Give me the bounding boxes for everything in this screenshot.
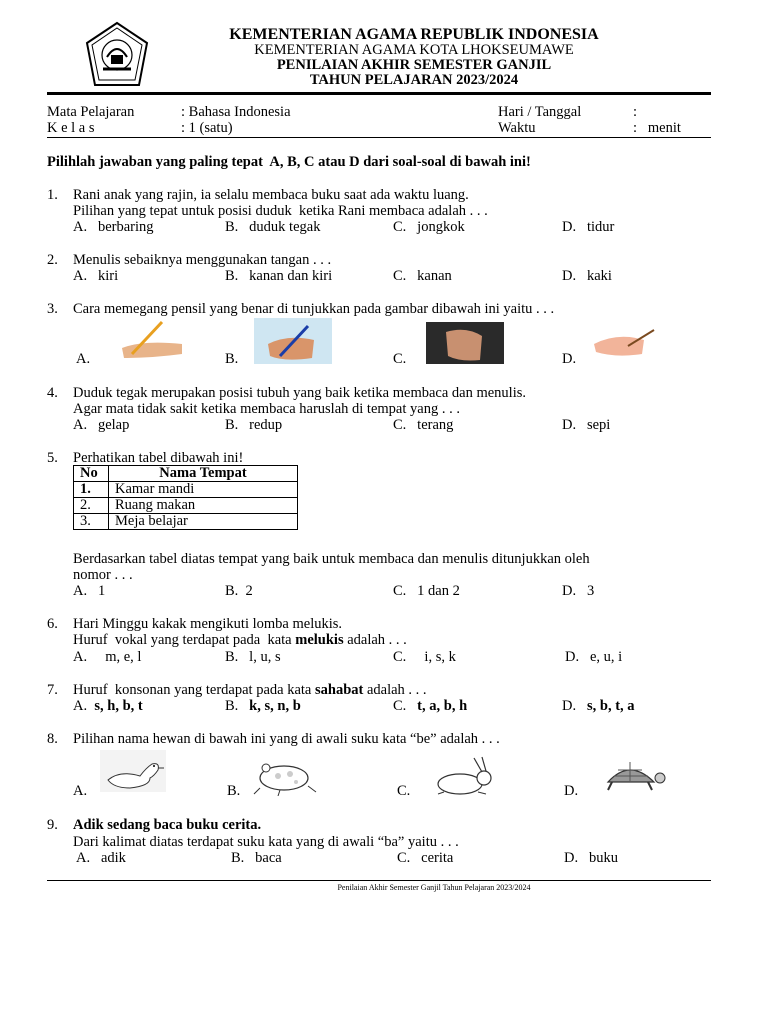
table-cell-no: 1.	[74, 482, 109, 498]
footer-text: Penilaian Akhir Semester Ganjil Tahun Pelajaran 2023/2024	[337, 883, 531, 892]
q2-option-a: A. kiri	[73, 268, 119, 284]
q7-keyword: sahabat	[314, 682, 364, 698]
table-cell-no: 2.	[74, 498, 109, 514]
instruction: Pilihlah jawaban yang paling tepat A, B, C atau D dari soal-soal di bawah ini!	[47, 154, 531, 170]
q8-number: 8.	[47, 731, 58, 747]
duck-image	[100, 750, 166, 792]
q4-line1: Duduk tegak merupakan posisi tubuh yang baik ketika membaca dan menulis.	[73, 385, 527, 401]
table-cell-place: Ruang makan	[109, 498, 298, 514]
class-label: K e l a s	[47, 120, 95, 136]
q1-option-c: C. jongkok	[393, 219, 465, 235]
q6-number: 6.	[47, 616, 58, 632]
frog-image	[250, 756, 320, 796]
q3-line1: Cara memegang pensil yang benar di tunjukkan pada gambar dibawah ini yaitu . . .	[73, 301, 555, 317]
hand-pencil-image-c	[426, 322, 504, 364]
q7-option-a-label: A.	[73, 698, 88, 714]
q7-option-b-text: k, s, n, b	[249, 698, 301, 714]
class-value: : 1 (satu)	[181, 120, 233, 136]
q6-option-d: D. e, u, i	[565, 649, 623, 665]
q7-option-c-text: t, a, b, h	[417, 698, 468, 714]
turtle-image	[596, 756, 672, 796]
q5-line2: Berdasarkan tabel diatas tempat yang baik untuk membaca dan menulis ditunjukkan oleh	[73, 551, 590, 567]
q2-option-d: D. kaki	[562, 268, 612, 284]
q9-option-d: D. buku	[564, 850, 618, 866]
q7-line1	[73, 682, 427, 699]
q6-option-b: B. l, u, s	[225, 649, 281, 665]
q1-option-d: D. tidur	[562, 219, 615, 235]
q7-option-a	[73, 698, 143, 715]
footer-divider	[47, 880, 711, 881]
q7-option-b	[225, 698, 301, 715]
q6-option-a: A. m, e, l	[73, 649, 142, 665]
q9-number: 9.	[47, 817, 58, 833]
table-row	[74, 498, 298, 514]
q5-option-c: C. 1 dan 2	[393, 583, 460, 599]
table-header-place: Nama Tempat	[109, 466, 298, 482]
q6-line2	[73, 632, 407, 649]
hand-pencil-image-b	[254, 318, 332, 364]
q9-option-a: A. adik	[76, 850, 126, 866]
q6-keyword: melukis	[295, 632, 344, 648]
q3-number: 3.	[47, 301, 58, 317]
q7-option-d-label: D.	[562, 698, 577, 714]
q2-option-b: B. kanan dan kiri	[225, 268, 333, 284]
q6-line1: Hari Minggu kakak mengikuti lomba melukis.	[73, 616, 343, 632]
table-row	[74, 482, 298, 498]
q1-option-a: A. berbaring	[73, 219, 154, 235]
q7-option-c	[393, 698, 467, 715]
subject-label: Mata Pelajaran	[47, 104, 135, 120]
q7-number: 7.	[47, 682, 58, 698]
table-cell-no: 3.	[74, 514, 109, 530]
table-row	[74, 514, 298, 530]
q7-line1-end: adalah . . .	[363, 682, 427, 698]
q3-option-c: C.	[393, 351, 407, 367]
header-title: KEMENTERIAN AGAMA REPUBLIK INDONESIA	[229, 26, 599, 43]
hand-pencil-image-d	[588, 322, 660, 364]
q1-line2: Pilihan yang tepat untuk posisi duduk ketika Rani membaca adalah . . .	[73, 203, 488, 219]
q6-option-c: C. i, s, k	[393, 649, 456, 665]
q4-option-d: D. sepi	[562, 417, 611, 433]
q7-option-c-label: C.	[393, 698, 407, 714]
header-exam-name: PENILAIAN AKHIR SEMESTER GANJIL	[276, 57, 552, 73]
q4-option-c: C. terang	[393, 417, 454, 433]
q5-option-a: A. 1	[73, 583, 106, 599]
q2-option-c: C. kanan	[393, 268, 452, 284]
time-value: : menit	[633, 120, 681, 136]
places-table	[73, 465, 298, 530]
q5-number: 5.	[47, 450, 58, 466]
q7-option-a-text: s, h, b, t	[94, 698, 143, 714]
time-label: Waktu	[498, 120, 536, 136]
q8-line1: Pilihan nama hewan di bawah ini yang di awali suku kata “be” adalah . . .	[73, 731, 500, 747]
q7-option-b-label: B.	[225, 698, 239, 714]
header-divider	[47, 92, 711, 95]
info-divider	[47, 137, 711, 138]
q4-line2: Agar mata tidak sakit ketika membaca haruslah di tempat yang . . .	[73, 401, 460, 417]
q9-option-c: C. cerita	[397, 850, 454, 866]
q5-option-b: B. 2	[225, 583, 253, 599]
q7-option-d	[562, 698, 635, 715]
header-school-year: TAHUN PELAJARAN 2023/2024	[309, 72, 519, 88]
q7-line1-text: Huruf konsonan yang terdapat pada kata	[73, 682, 315, 698]
day-label: Hari / Tanggal	[498, 104, 582, 120]
q4-number: 4.	[47, 385, 58, 401]
q4-option-a: A. gelap	[73, 417, 130, 433]
q7-option-d-text: s, b, t, a	[586, 698, 635, 714]
table-cell-place: Meja belajar	[109, 514, 298, 530]
q3-option-d: D.	[562, 351, 577, 367]
q8-option-a: A.	[73, 783, 88, 799]
q8-option-b: B.	[227, 783, 241, 799]
table-header-no: No	[74, 466, 109, 482]
q5-line1: Perhatikan tabel dibawah ini!	[73, 450, 244, 466]
day-value: :	[633, 104, 638, 120]
q3-option-a: A.	[76, 351, 91, 367]
q5-option-d: D. 3	[562, 583, 595, 599]
q8-option-c: C.	[397, 783, 411, 799]
q6-line2-text: Huruf vokal yang terdapat pada kata	[73, 632, 296, 648]
q8-option-d: D.	[564, 783, 579, 799]
q2-line1: Menulis sebaiknya menggunakan tangan . . .	[73, 252, 332, 268]
rabbit-image	[430, 756, 502, 798]
q1-option-b: B. duduk tegak	[225, 219, 321, 235]
q9-option-b: B. baca	[231, 850, 282, 866]
q1-line1: Rani anak yang rajin, ia selalu membaca buku saat ada waktu luang.	[73, 187, 469, 203]
q3-option-b: B.	[225, 351, 239, 367]
header-subtitle: KEMENTERIAN AGAMA KOTA LHOKSEUMAWE	[254, 42, 574, 58]
q4-option-b: B. redup	[225, 417, 283, 433]
hand-pencil-image-a	[112, 318, 184, 362]
table-cell-place: Kamar mandi	[109, 482, 298, 498]
q9-line1: Adik sedang baca buku cerita.	[73, 817, 262, 833]
q6-line2-end: adalah . . .	[343, 632, 407, 648]
q1-number: 1.	[47, 187, 58, 203]
q2-number: 2.	[47, 252, 58, 268]
q9-line2: Dari kalimat diatas terdapat suku kata yang di awali “ba” yaitu . . .	[73, 834, 459, 850]
q5-line3: nomor . . .	[73, 567, 133, 583]
subject-value: : Bahasa Indonesia	[181, 104, 291, 120]
